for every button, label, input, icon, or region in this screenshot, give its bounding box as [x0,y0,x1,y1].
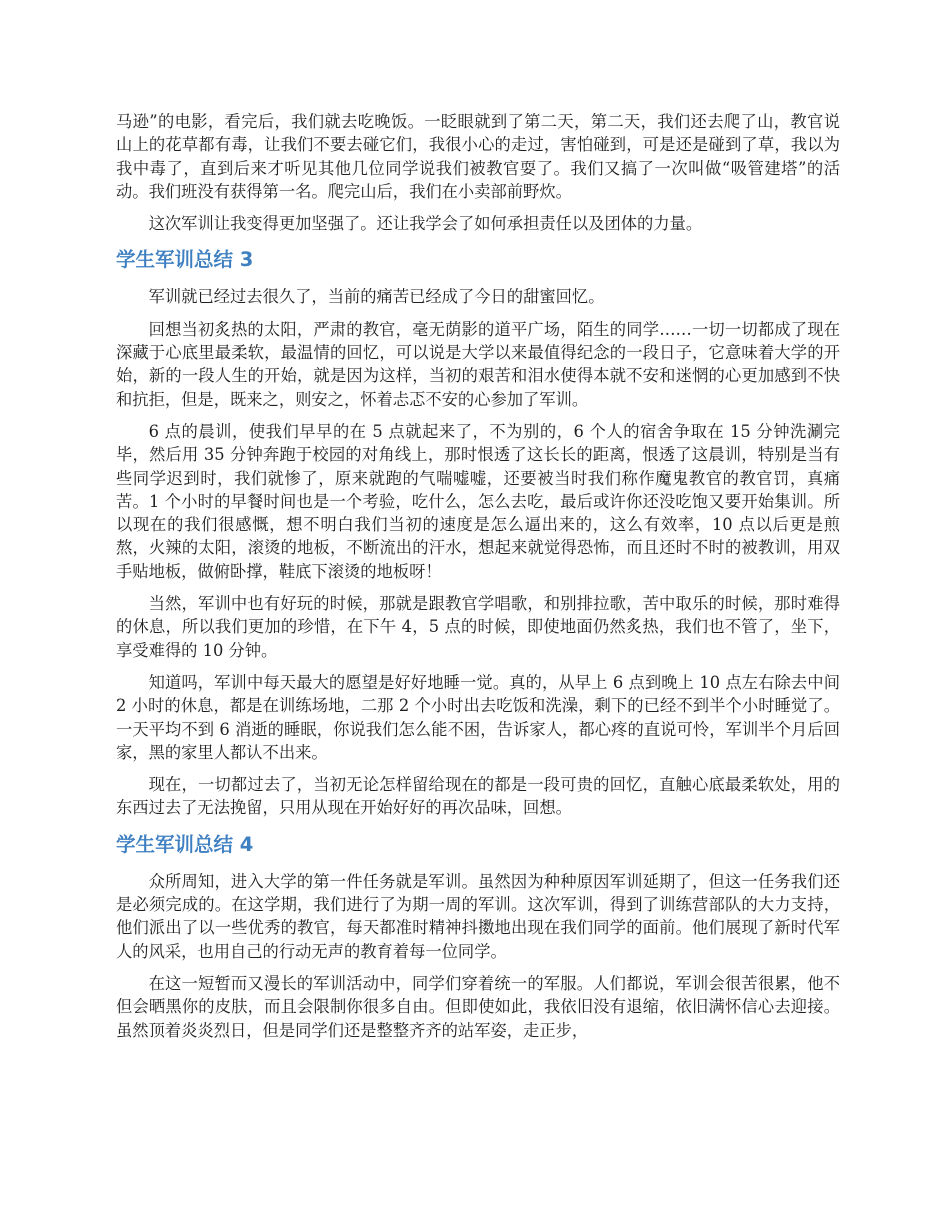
paragraph: 军训就已经过去很久了，当前的痛苦已经成了今日的甜蜜回忆。 [148,287,605,307]
document-page [116,110,840,1051]
paragraph: 众所周知，进入大学的第一件任务就是军训。虽然因为种种原因军训延期了，但这一任务我们还是必须完成的。在这学期，我们进行了为期一周的军训。这次军训，得到了训练营部队的大力支持，他们派出了以一些优秀的教官，每天都准时精神抖擞地出现在我们同学的面前。他们展现了新时代军人的风采，也用自己的行动无声的教育着每一位同学。 [116,871,840,961]
paragraph: 回想当初炙热的太阳，严肃的教官，毫无荫影的道平广场，陌生的同学……一切一切都成了现在深藏于心底里最柔软，最温情的回忆，可以说是大学以来最值得纪念的一段日子，它意味着大学的开始，新的一段人生的开始，就是因为这样，当初的艰苦和泪水使得本就不安和迷惘的心更加感到不快和抗拒，但是，既来之，则安之，怀着忐忑不安的心参加了军训。 [116,319,840,409]
section-heading-3: 学生军训总结 3 [116,248,254,272]
paragraph-conclusion: 这次军训让我变得更加坚强了。还让我学会了如何承担责任以及团体的力量。 [148,214,703,234]
paragraph: 在这一短暂而又漫长的军训活动中，同学们穿着统一的军服。人们都说，军训会很苦很累，他不但会晒黑你的皮肤，而且会限制你很多自由。但即使如此，我依旧没有退缩，依旧满怀信心去迎接。虽然顶着炎炎烈日，但是同学们还是整整齐齐的站军姿，走正步， [116,973,840,1040]
section-heading-4: 学生军训总结 4 [116,832,254,856]
paragraph-continuation: 马逊”的电影，看完后，我们就去吃晚饭。一眨眼就到了第二天，第二天，我们还去爬了山，教官说山上的花草都有毒，让我们不要去碰它们，我很小心的走过，害怕碰到，可是还是碰到了草，我以为我中毒了，直到后来才听见其他几位同学说我们被教官耍了。我们又搞了一次叫做“吸管建塔”的活动。我们班没有获得第一名。爬完山后，我们在小卖部前野炊。 [116,112,840,201]
paragraph: 知道吗，军训中每天最大的愿望是好好地睡一觉。真的，从早上 6 点到晚上 10 点左右除去中间 2 小时的休息，都是在训练场地，二那 2 个小时出去吃饭和洗澡，剩下的已经不到半个小时睡觉了。一天平均不到 6 消逝的睡眠，你说我们怎么能不困，告诉家人，都心疼的直说可怜，军训半个月后回家，黑的家里人都认不出来。 [116,672,840,762]
paragraph: 当然，军训中也有好玩的时候，那就是跟教官学唱歌，和别排拉歌，苦中取乐的时候，那时难得的休息，所以我们更加的珍惜，在下午 4，5 点的时候，即使地面仍然炙热，我们也不管了，坐下，享受难得的 10 分钟。 [116,594,840,660]
paragraph: 6 点的晨训，使我们早早的在 5 点就起来了，不为别的，6 个人的宿舍争取在 15 分钟洗涮完毕，然后用 35 分钟奔跑于校园的对角线上，那时恨透了这长长的距离，恨透了这晨训，特别是当有些同学迟到时，我们就惨了，原来就跑的气喘嘘嘘，还要被当时我们称作魔鬼教官的教官罚，真痛苦。1 个小时的早餐时间也是一个考验，吃什么，怎么去吃，最后或许你还没吃饱又要开始集训。所以现在的我们很感慨，想不明白我们当初的速度是怎么逼出来的，这么有效率，10 点以后更是煎熬，火辣的太阳，滚烫的地板，不断流出的汗水，想起来就觉得恐怖，而且还时不时的被教训，用双手贴地板，做俯卧撑，鞋底下滚烫的地板呀！ [116,421,840,581]
paragraph: 现在，一切都过去了，当初无论怎样留给现在的都是一段可贵的回忆，直触心底最柔软处，用的东西过去了无法挽留，只用从现在开始好好的再次品味，回想。 [116,775,840,818]
